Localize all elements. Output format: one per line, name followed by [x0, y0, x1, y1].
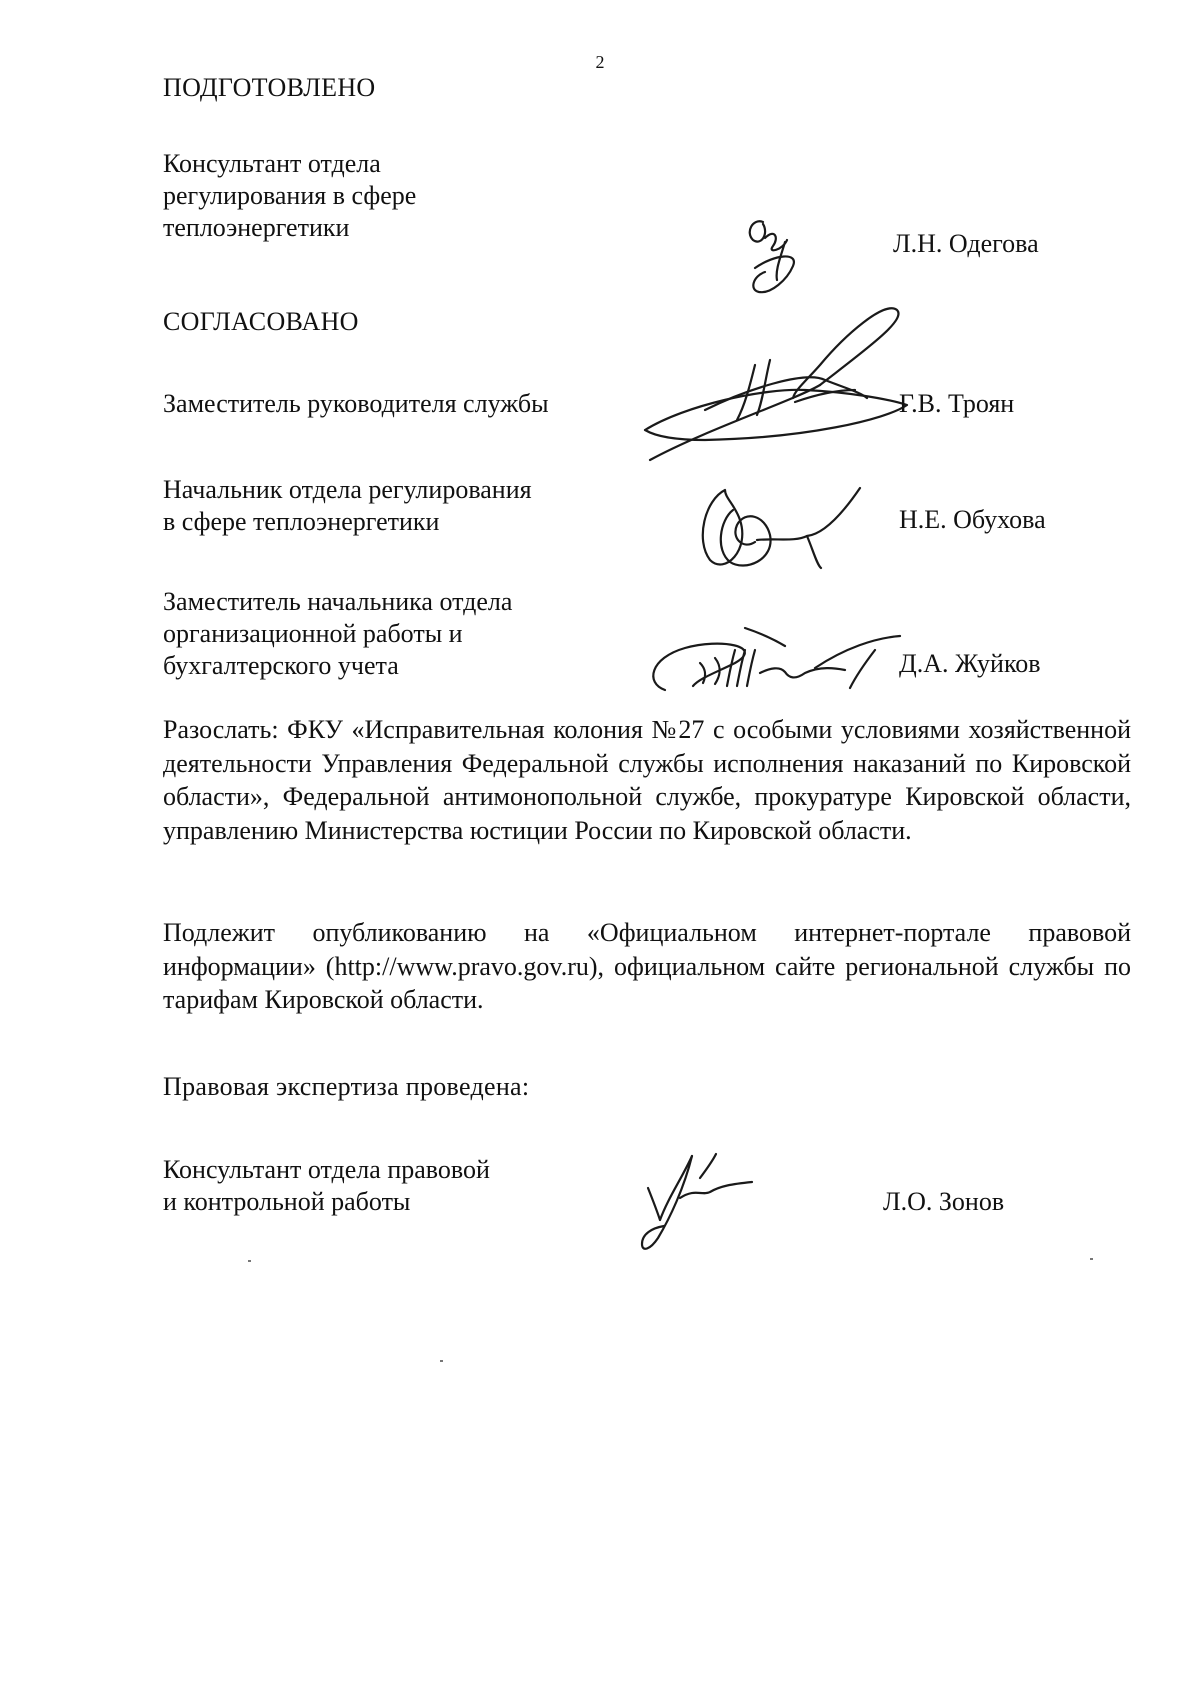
signatory-name: Г.В. Троян: [899, 389, 1015, 418]
position-line: регулирования в сфере: [163, 181, 417, 210]
position-line: и контрольной работы: [163, 1187, 411, 1216]
signature-obukhova: [695, 480, 870, 580]
position-line: Заместитель руководителя службы: [163, 389, 549, 418]
page-number: 2: [595, 52, 605, 72]
agreed-position: [163, 586, 583, 682]
agreed-position: [163, 388, 583, 420]
prepared-position: [163, 148, 583, 244]
signature-zonov: [640, 1148, 760, 1258]
signatory-name: Л.Н. Одегова: [893, 229, 1039, 258]
agreed-position: [163, 474, 583, 538]
position-line: теплоэнергетики: [163, 213, 350, 242]
position-line: Начальник отдела регулирования: [163, 475, 532, 504]
position-line: Консультант отдела правовой: [163, 1155, 490, 1184]
scan-speck: [1090, 1258, 1093, 1260]
position-line: Заместитель начальника отдела: [163, 587, 513, 616]
position-line: организационной работы и: [163, 619, 463, 648]
signatory-name: Л.О. Зонов: [883, 1187, 1005, 1216]
position-line: Консультант отдела: [163, 149, 381, 178]
legal-review-position: [163, 1154, 583, 1218]
signatory-name: Д.А. Жуйков: [899, 649, 1041, 678]
position-line: бухгалтерского учета: [163, 651, 399, 680]
signatory-name: Н.Е. Обухова: [899, 505, 1046, 534]
legal-review-heading: Правовая экспертиза проведена:: [163, 1072, 530, 1101]
prepared-heading: ПОДГОТОВЛЕНО: [163, 73, 376, 102]
distribution-text: Разослать: ФКУ «Исправительная колония №27 с особыми условиями хозяйственной деятельности Управления Федеральной службы исполнения наказаний по Кировской области», Федеральной антимонопольной службе, прокуратуре Кировской области, управлению Министерства юстиции России по Кировской области.: [163, 715, 1131, 845]
scan-speck: [248, 1260, 251, 1262]
scan-speck: [440, 1360, 443, 1362]
signature-zhuykov: [645, 628, 905, 698]
publication-text: Подлежит опубликованию на «Официальном интернет-портале правовой информации» (http://www.pravo.gov.ru), официальном сайте региональной службы по тарифам Кировской области.: [163, 918, 1131, 1014]
agreed-heading: СОГЛАСОВАНО: [163, 307, 359, 336]
signature-odegova: [735, 210, 815, 300]
position-line: в сфере теплоэнергетики: [163, 507, 440, 536]
signature-troyan: [645, 310, 910, 475]
